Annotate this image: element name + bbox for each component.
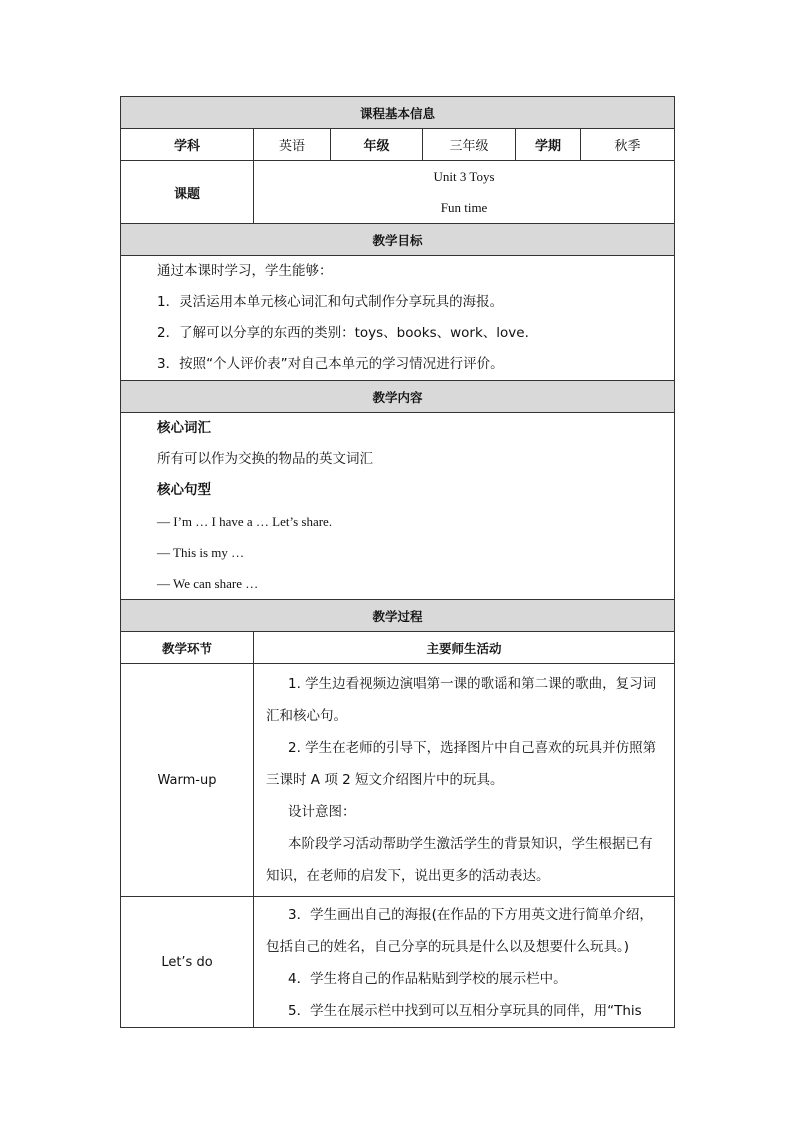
stage-activities — [254, 664, 675, 897]
topic-unit: Unit 3 Toys — [433, 169, 495, 184]
lesson-plan-document — [120, 96, 674, 1028]
activity-line: 汇和核心句。 — [266, 708, 347, 724]
activity-line: 3．学生画出自己的海报(在作品的下方用英文进行简单介绍， — [288, 907, 653, 923]
objective-item: 2．了解可以分享的东西的类别：toys、books、work、love. — [157, 325, 529, 341]
subject-value: 英语 — [254, 129, 331, 161]
sentence-pattern: — We can share … — [157, 576, 259, 591]
objective-item: 1．灵活运用本单元核心词汇和句式制作分享玩具的海报。 — [157, 294, 504, 310]
sentence-pattern: — I’m … I have a … Let’s share. — [157, 514, 333, 529]
activity-line: 本阶段学习活动帮助学生激活学生的背景知识，学生根据已有 — [288, 836, 653, 852]
process-header: 教学过程 — [121, 600, 675, 632]
activity-line: 2. 学生在老师的引导下，选择图片中自己喜欢的玩具并仿照第 — [288, 740, 657, 756]
activity-line: 知识，在老师的启发下，说出更多的活动表达。 — [266, 868, 550, 884]
stage-activities — [254, 897, 675, 1028]
sentence-heading: 核心句型 — [157, 482, 211, 498]
sentence-pattern: — This is my … — [157, 545, 245, 560]
stage-name: Let’s do — [121, 897, 254, 1028]
basic-info-header: 课程基本信息 — [121, 97, 675, 129]
content-body — [121, 413, 675, 600]
subject-label: 学科 — [121, 129, 254, 161]
topic-lesson: Fun time — [440, 200, 488, 215]
objectives-header: 教学目标 — [121, 224, 675, 256]
process-col-stage: 教学环节 — [121, 632, 254, 664]
stage-name: Warm-up — [121, 664, 254, 897]
lesson-plan-table — [120, 96, 675, 1028]
activity-line: 包括自己的姓名，自己分享的玩具是什么以及想要什么玩具。) — [266, 939, 630, 955]
objectives-intro: 通过本课时学习，学生能够： — [157, 263, 333, 279]
activity-line: 4．学生将自己的作品粘贴到学校的展示栏中。 — [288, 971, 567, 987]
topic-value — [254, 161, 675, 224]
content-header: 教学内容 — [121, 381, 675, 413]
objective-item: 3．按照“个人评价表”对自己本单元的学习情况进行评价。 — [157, 356, 504, 372]
grade-label: 年级 — [331, 129, 423, 161]
vocab-text: 所有可以作为交换的物品的英文词汇 — [157, 451, 373, 467]
process-col-activity: 主要师生活动 — [254, 632, 675, 664]
activity-line: 三课时 A 项 2 短文介绍图片中的玩具。 — [266, 772, 504, 788]
topic-label: 课题 — [121, 161, 254, 224]
activity-line: 5．学生在展示栏中找到可以互相分享玩具的同伴，用“This — [288, 1003, 642, 1019]
objectives-body — [121, 256, 675, 381]
term-value: 秋季 — [581, 129, 675, 161]
grade-value: 三年级 — [423, 129, 516, 161]
term-label: 学期 — [516, 129, 581, 161]
vocab-heading: 核心词汇 — [157, 420, 211, 436]
design-intent-label: 设计意图： — [288, 804, 356, 820]
activity-line: 1. 学生边看视频边演唱第一课的歌谣和第二课的歌曲，复习词 — [288, 676, 657, 692]
